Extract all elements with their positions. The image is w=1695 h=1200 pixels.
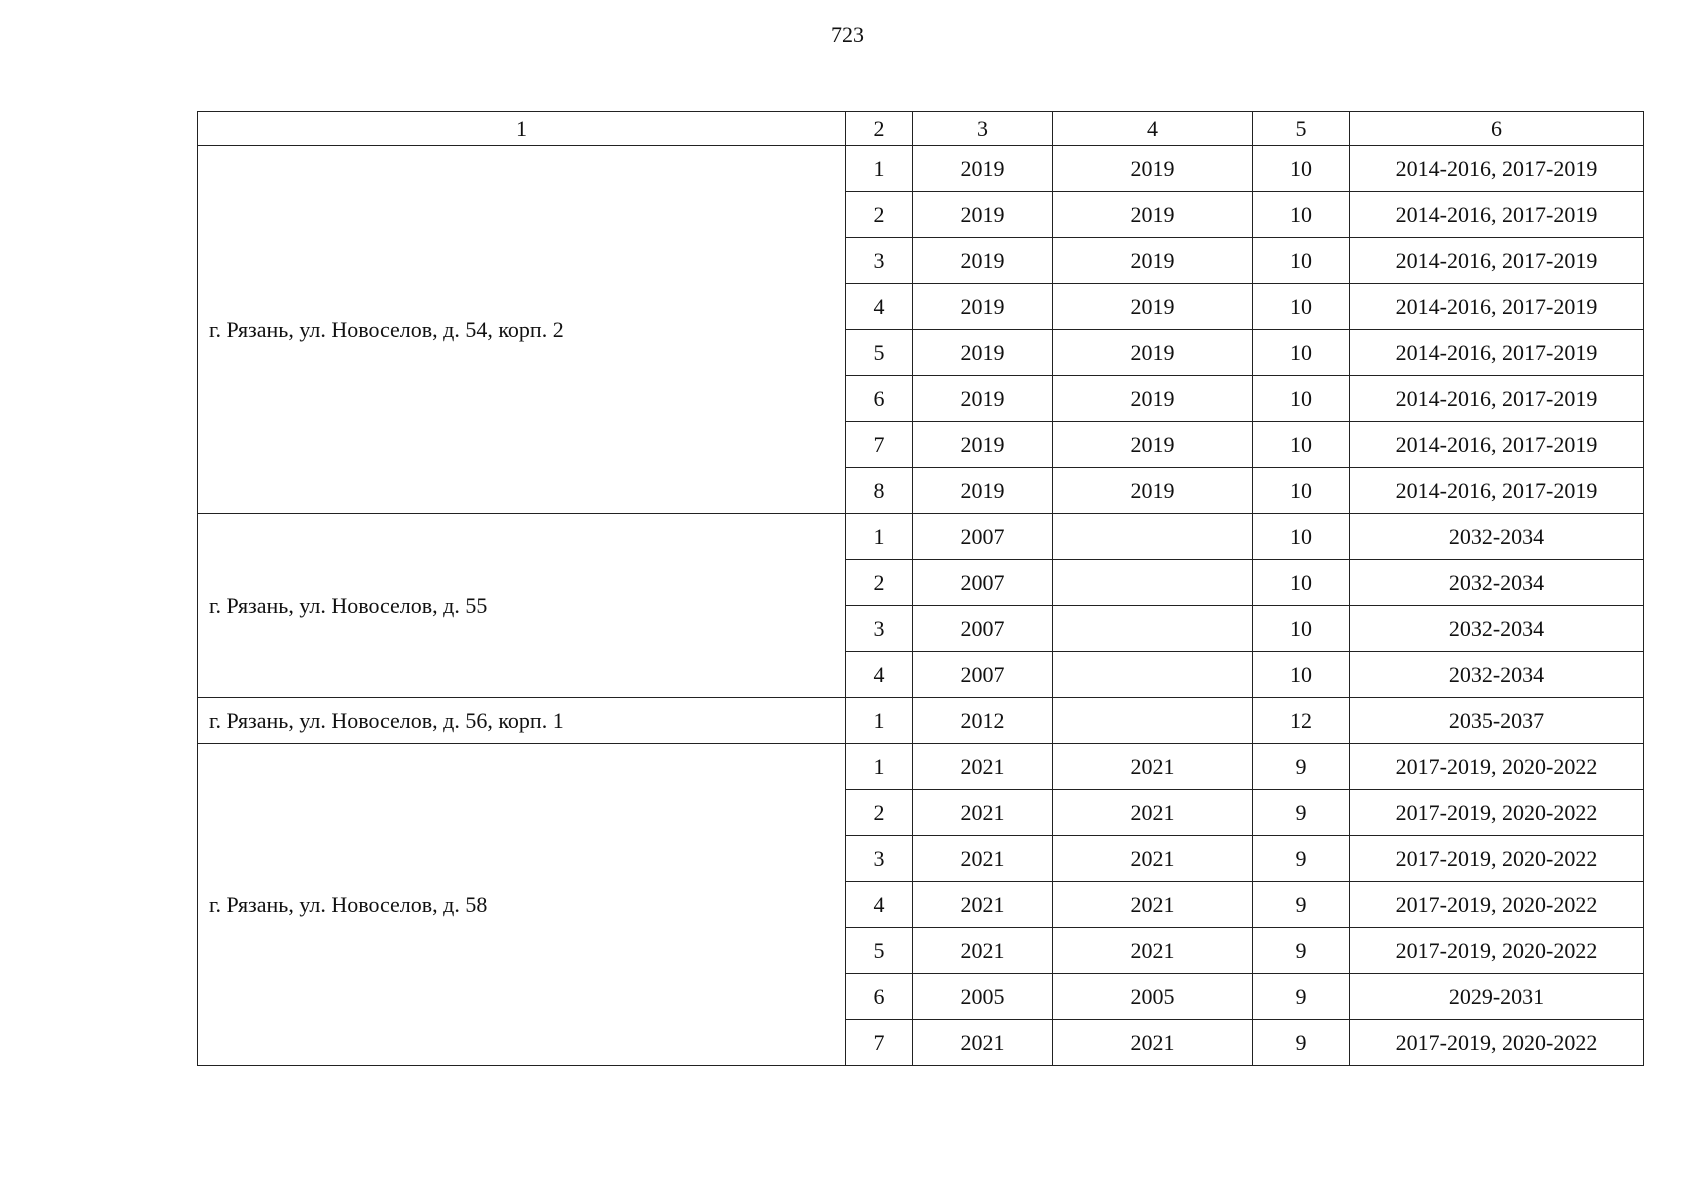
cell-c2: 3 (846, 606, 913, 652)
cell-c2: 5 (846, 928, 913, 974)
cell-c6: 2014-2016, 2017-2019 (1350, 422, 1644, 468)
cell-c4: 2005 (1053, 974, 1253, 1020)
cell-c4 (1053, 698, 1253, 744)
cell-c4: 2019 (1053, 422, 1253, 468)
cell-c3: 2019 (913, 284, 1053, 330)
cell-c2: 4 (846, 882, 913, 928)
header-cell-4: 4 (1053, 112, 1253, 146)
cell-c4: 2021 (1053, 1020, 1253, 1066)
cell-c5: 12 (1253, 698, 1350, 744)
cell-c6: 2029-2031 (1350, 974, 1644, 1020)
cell-c3: 2007 (913, 606, 1053, 652)
cell-c6: 2014-2016, 2017-2019 (1350, 330, 1644, 376)
cell-c2: 4 (846, 284, 913, 330)
cell-c5: 10 (1253, 606, 1350, 652)
cell-c4: 2019 (1053, 192, 1253, 238)
cell-c5: 10 (1253, 330, 1350, 376)
cell-c5: 10 (1253, 560, 1350, 606)
cell-c4 (1053, 560, 1253, 606)
cell-c3: 2021 (913, 882, 1053, 928)
data-table (197, 111, 1644, 1066)
table-row (198, 146, 1644, 192)
table-row (198, 514, 1644, 560)
cell-c2: 1 (846, 146, 913, 192)
cell-c4: 2019 (1053, 330, 1253, 376)
table-row (198, 744, 1644, 790)
cell-c2: 3 (846, 836, 913, 882)
cell-c4 (1053, 606, 1253, 652)
cell-c6: 2032-2034 (1350, 514, 1644, 560)
cell-c5: 9 (1253, 1020, 1350, 1066)
cell-c3: 2021 (913, 1020, 1053, 1066)
cell-c6: 2032-2034 (1350, 652, 1644, 698)
cell-c3: 2019 (913, 238, 1053, 284)
cell-c2: 6 (846, 974, 913, 1020)
cell-c2: 2 (846, 790, 913, 836)
cell-c5: 9 (1253, 836, 1350, 882)
cell-c5: 10 (1253, 376, 1350, 422)
cell-c3: 2021 (913, 790, 1053, 836)
cell-c6: 2017-2019, 2020-2022 (1350, 928, 1644, 974)
cell-c5: 10 (1253, 422, 1350, 468)
cell-c6: 2035-2037 (1350, 698, 1644, 744)
cell-c3: 2021 (913, 744, 1053, 790)
cell-c5: 10 (1253, 284, 1350, 330)
cell-c4: 2019 (1053, 238, 1253, 284)
cell-c4: 2021 (1053, 882, 1253, 928)
cell-c2: 4 (846, 652, 913, 698)
cell-c5: 9 (1253, 928, 1350, 974)
cell-c5: 10 (1253, 192, 1350, 238)
cell-c6: 2014-2016, 2017-2019 (1350, 376, 1644, 422)
cell-c6: 2017-2019, 2020-2022 (1350, 836, 1644, 882)
cell-c6: 2014-2016, 2017-2019 (1350, 238, 1644, 284)
cell-c5: 10 (1253, 514, 1350, 560)
cell-c6: 2014-2016, 2017-2019 (1350, 468, 1644, 514)
cell-c5: 9 (1253, 744, 1350, 790)
cell-c6: 2017-2019, 2020-2022 (1350, 744, 1644, 790)
cell-c2: 1 (846, 698, 913, 744)
table-row (198, 698, 1644, 744)
page-number: 723 (831, 22, 864, 47)
cell-c3: 2012 (913, 698, 1053, 744)
address-cell: г. Рязань, ул. Новоселов, д. 56, корп. 1 (198, 698, 846, 744)
cell-c4: 2021 (1053, 928, 1253, 974)
cell-c4: 2021 (1053, 790, 1253, 836)
cell-c3: 2007 (913, 514, 1053, 560)
cell-c5: 10 (1253, 146, 1350, 192)
cell-c5: 10 (1253, 652, 1350, 698)
cell-c5: 9 (1253, 882, 1350, 928)
cell-c6: 2014-2016, 2017-2019 (1350, 192, 1644, 238)
cell-c2: 1 (846, 744, 913, 790)
cell-c2: 7 (846, 422, 913, 468)
cell-c6: 2014-2016, 2017-2019 (1350, 146, 1644, 192)
cell-c5: 9 (1253, 974, 1350, 1020)
cell-c3: 2019 (913, 422, 1053, 468)
cell-c6: 2017-2019, 2020-2022 (1350, 790, 1644, 836)
cell-c6: 2017-2019, 2020-2022 (1350, 1020, 1644, 1066)
cell-c6: 2017-2019, 2020-2022 (1350, 882, 1644, 928)
cell-c2: 7 (846, 1020, 913, 1066)
cell-c4 (1053, 514, 1253, 560)
address-cell: г. Рязань, ул. Новоселов, д. 55 (198, 514, 846, 698)
cell-c3: 2021 (913, 836, 1053, 882)
header-cell-3: 3 (913, 112, 1053, 146)
address-cell: г. Рязань, ул. Новоселов, д. 54, корп. 2 (198, 146, 846, 514)
cell-c4: 2019 (1053, 146, 1253, 192)
cell-c2: 2 (846, 192, 913, 238)
cell-c3: 2019 (913, 330, 1053, 376)
cell-c3: 2019 (913, 376, 1053, 422)
cell-c3: 2019 (913, 192, 1053, 238)
cell-c5: 10 (1253, 238, 1350, 284)
header-cell-2: 2 (846, 112, 913, 146)
cell-c2: 3 (846, 238, 913, 284)
header-cell-5: 5 (1253, 112, 1350, 146)
cell-c2: 1 (846, 514, 913, 560)
cell-c2: 8 (846, 468, 913, 514)
cell-c4: 2019 (1053, 376, 1253, 422)
cell-c4: 2019 (1053, 284, 1253, 330)
cell-c3: 2007 (913, 652, 1053, 698)
cell-c5: 10 (1253, 468, 1350, 514)
cell-c2: 6 (846, 376, 913, 422)
cell-c6: 2032-2034 (1350, 606, 1644, 652)
cell-c3: 2019 (913, 146, 1053, 192)
cell-c2: 2 (846, 560, 913, 606)
cell-c4: 2021 (1053, 744, 1253, 790)
cell-c4 (1053, 652, 1253, 698)
cell-c4: 2021 (1053, 836, 1253, 882)
header-cell-6: 6 (1350, 112, 1644, 146)
cell-c3: 2021 (913, 928, 1053, 974)
cell-c6: 2032-2034 (1350, 560, 1644, 606)
cell-c6: 2014-2016, 2017-2019 (1350, 284, 1644, 330)
header-row (198, 112, 1644, 146)
cell-c2: 5 (846, 330, 913, 376)
cell-c5: 9 (1253, 790, 1350, 836)
cell-c4: 2019 (1053, 468, 1253, 514)
cell-c3: 2005 (913, 974, 1053, 1020)
table-body (198, 112, 1644, 1066)
header-cell-1: 1 (198, 112, 846, 146)
cell-c3: 2019 (913, 468, 1053, 514)
address-cell: г. Рязань, ул. Новоселов, д. 58 (198, 744, 846, 1066)
cell-c3: 2007 (913, 560, 1053, 606)
